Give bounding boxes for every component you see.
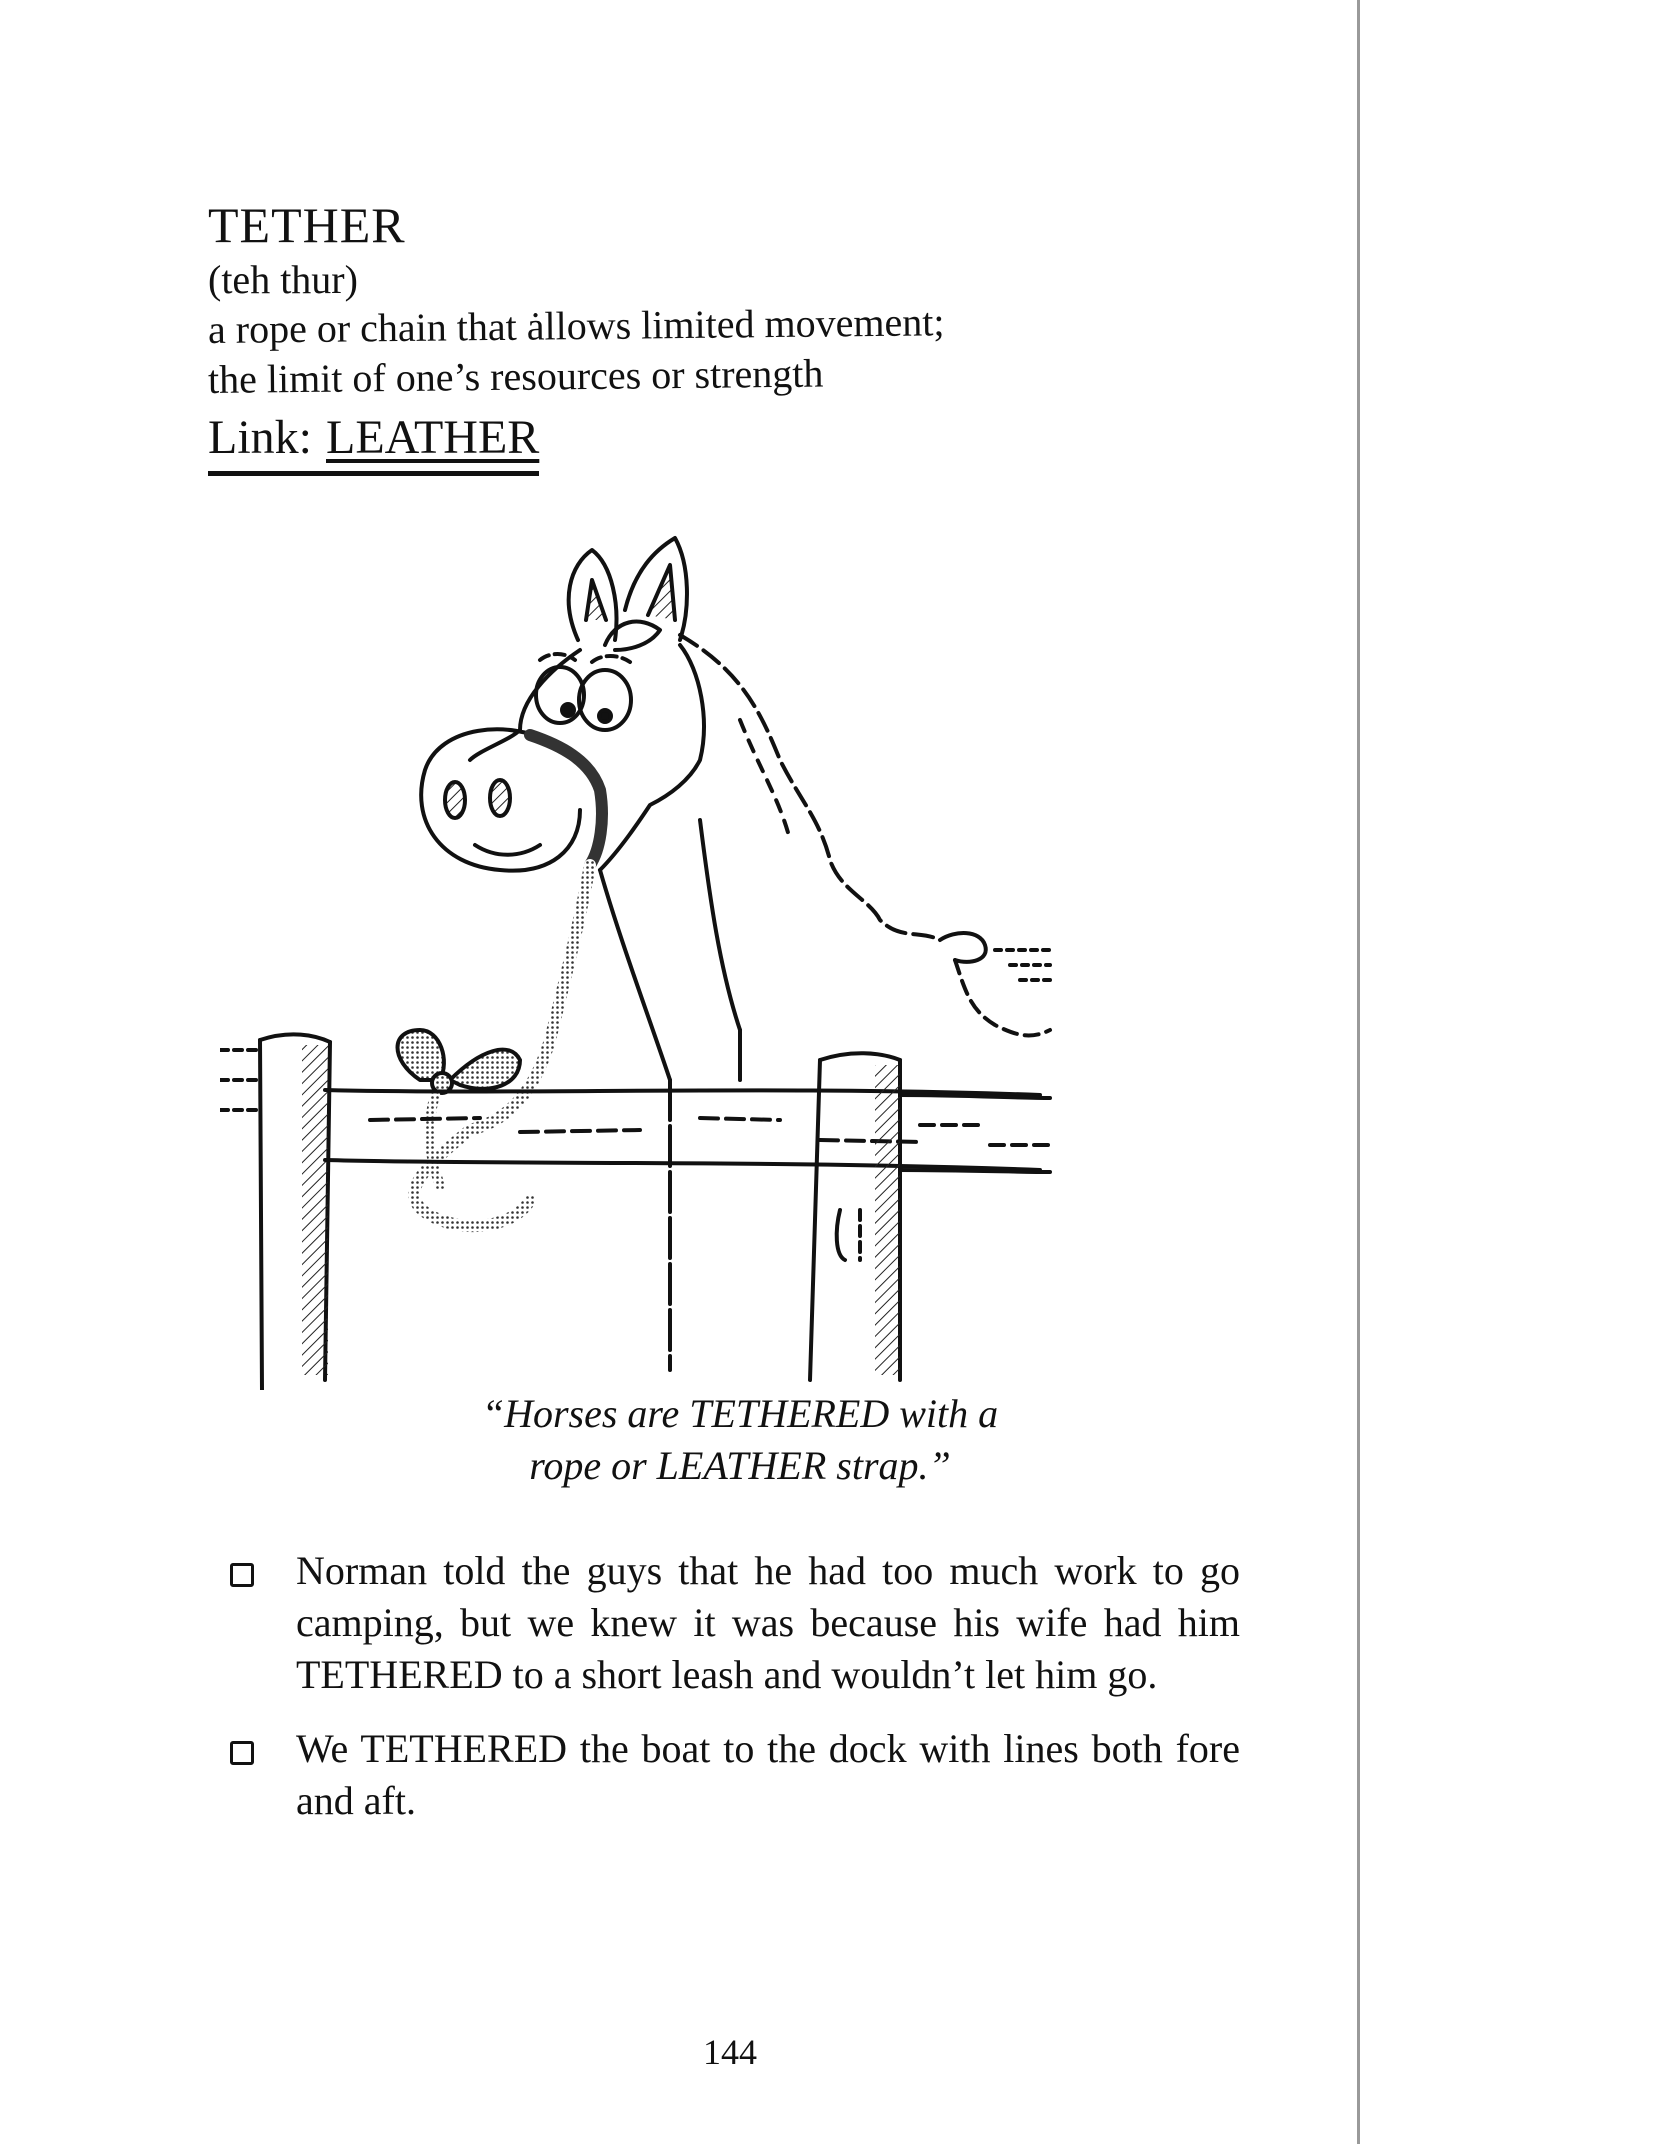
example-text: Norman told the guys that he had too much work to go camping, but we knew it was because his wife had him TETHERED to a short leash and wouldn’t let him go. <box>296 1548 1240 1697</box>
page-number: 144 <box>703 2032 757 2072</box>
example-sentence-2 <box>220 1723 1240 1827</box>
example-sentences <box>220 1545 1240 1849</box>
checkbox-icon <box>230 1741 254 1765</box>
entry-word: TETHER <box>208 197 406 253</box>
link-label: Link: <box>208 411 312 464</box>
entry-definition-line-1: a rope or chain that ȧllows limited movement; <box>207 299 945 352</box>
example-sentence-1 <box>220 1545 1240 1701</box>
horse-tethered-to-fence-icon <box>220 520 1230 1390</box>
entry-pronunciation: (teh thur) <box>208 257 358 302</box>
caption-line-1: “Horses are TETHERED with a <box>481 1391 999 1436</box>
entry-definition-line-2: the limit of one’s resources or strength <box>207 350 824 402</box>
vocab-entry <box>208 195 1228 476</box>
illustration-caption <box>300 1388 1180 1492</box>
entry-link <box>208 409 539 476</box>
link-word: LEATHER <box>326 411 540 464</box>
checkbox-icon <box>230 1563 254 1587</box>
horse-illustration <box>220 520 1230 1390</box>
example-text: We TETHERED the boat to the dock with lines both fore and aft. <box>296 1726 1240 1823</box>
caption-line-2: rope or LEATHER strap.” <box>529 1443 951 1488</box>
page-gutter-line <box>1357 0 1360 2144</box>
